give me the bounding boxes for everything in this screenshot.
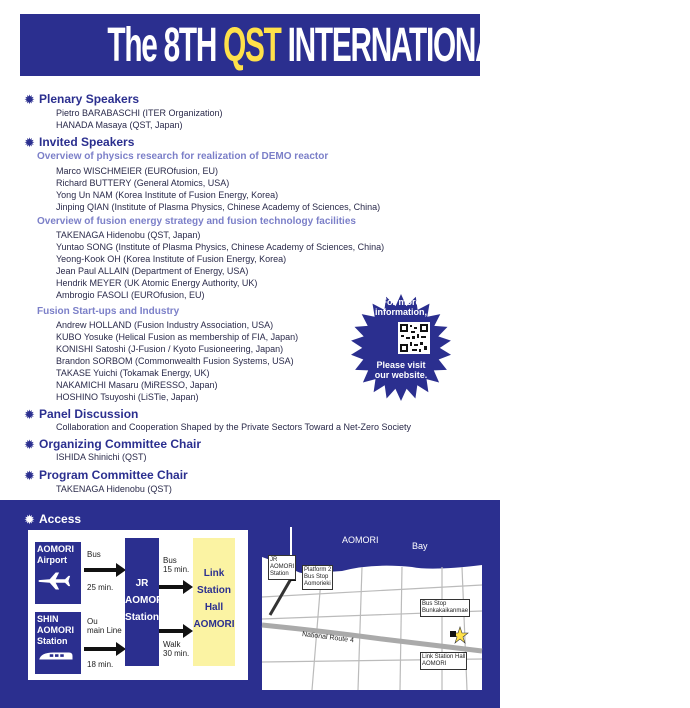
arrow-icon — [84, 563, 126, 577]
star-icon: ✹ — [24, 511, 35, 527]
map-hall-label: Link Station Hall AOMORI — [420, 652, 467, 670]
speaker-line: HOSHINO Tsuyoshi (LiSTie, Japan) — [56, 392, 199, 402]
access-heading: ✹ Access — [24, 511, 82, 527]
symposium-title: The 8TH QST INTERNATIONAL SYMPOSIUM — [107, 19, 690, 72]
map-aomori-label: AOMORI — [342, 535, 379, 545]
subsection-title: Overview of physics research for realization of DEMO reactor — [37, 151, 329, 162]
speaker-line: Yong Un NAM (Korea Institute of Fusion Energy, Korea) — [56, 190, 279, 200]
speaker-line: KUBO Yosuke (Helical Fusion as membership of FIA, Japan) — [56, 332, 299, 342]
map-route-label: National Route 4 — [301, 631, 355, 645]
star-icon: ✹ — [24, 467, 35, 483]
speaker-line: Yuntao SONG (Institute of Plasma Physics, Chinese Academy of Sciences, China) — [56, 242, 385, 252]
panel-text: Collaboration and Cooperation Shaped by the Private Sectors Toward a Net-Zero Society — [56, 422, 412, 432]
star-icon: ✹ — [24, 91, 35, 107]
panel-heading: ✹ Panel Discussion — [24, 406, 139, 422]
airplane-icon — [37, 570, 71, 592]
invited-heading: ✹ Invited Speakers — [24, 134, 135, 150]
subsection-title: Fusion Start-ups and Industry — [37, 306, 180, 317]
ou-line-label: Ou main Line — [87, 617, 122, 635]
badge-text-top: For more information, — [375, 297, 427, 317]
star-icon: ✹ — [24, 436, 35, 452]
speaker-line: Brandon SORBOM (Commonwealth Fusion Systems, USA) — [56, 356, 294, 366]
speaker-line: Ambrogio FASOLI (EUROfusion, EU) — [56, 290, 205, 300]
map-bay-label: Bay — [412, 541, 428, 551]
arrow-icon — [159, 580, 193, 594]
airport-box: AOMORI Airport — [35, 542, 81, 604]
badge-text-bottom: Please visit our website. — [374, 360, 428, 380]
speaker-line: NAKAMICHI Masaru (MiRESSO, Japan) — [56, 380, 218, 390]
speaker-line: TAKASE Yuichi (Tokamak Energy, UK) — [56, 368, 210, 378]
speaker-line: Richard BUTTERY (General Atomics, USA) — [56, 178, 230, 188]
speaker-line: HANADA Masaya (QST, Japan) — [56, 120, 183, 130]
organizing-chair: ISHIDA Shinichi (QST) — [56, 452, 147, 462]
program-heading: ✹ Program Committee Chair — [24, 467, 188, 483]
speaker-line: Marco WISCHMEIER (EUROfusion, EU) — [56, 166, 219, 176]
speaker-line: Andrew HOLLAND (Fusion Industry Association, USA) — [56, 320, 274, 330]
map-busstop-label: Bus Stop Bunkakaikanmae — [420, 599, 470, 617]
speaker-line: Yeong-Kook OH (Korea Institute of Fusion Energy, Korea) — [56, 254, 287, 264]
organizing-heading: ✹ Organizing Committee Chair — [24, 436, 202, 452]
ou-line-time: 18 min. — [87, 660, 114, 669]
plenary-heading: ✹ Plenary Speakers — [24, 91, 140, 107]
bus-time: 25 min. — [87, 583, 114, 592]
speaker-line: Jinping QIAN (Institute of Plasma Physics, Chinese Academy of Sciences, China) — [56, 202, 381, 212]
bus-label: Bus — [87, 550, 101, 559]
subsection-title: Overview of fusion energy strategy and fusion technology facilities — [37, 216, 356, 227]
map-jr-station-label: JR AOMORI Station — [268, 555, 296, 580]
speaker-line: Hendrik MEYER (UK Atomic Energy Authority, UK) — [56, 278, 258, 288]
speaker-line: Pietro BARABASCHI (ITER Organization) — [56, 108, 223, 118]
walk-label: Walk 30 min. — [163, 640, 190, 658]
star-icon: ✹ — [24, 134, 35, 150]
arrow-icon — [159, 624, 193, 638]
arrow-icon — [84, 642, 126, 656]
program-chair: TAKENAGA Hidenobu (QST) — [56, 484, 172, 494]
train-icon — [37, 649, 73, 663]
speaker-line: KONISHI Satoshi (J-Fusion / Kyoto Fusioneering, Japan) — [56, 344, 284, 354]
star-icon: ✹ — [24, 406, 35, 422]
map-platform-label: Platform 2 Bus Stop Aomorieki — [302, 565, 333, 590]
bus-stop-marker-2 — [450, 631, 456, 637]
bus-15-label: Bus 15 min. — [163, 556, 190, 574]
jr-aomori-box: JR AOMORI Station — [125, 538, 159, 666]
header-banner — [20, 14, 690, 76]
speaker-line: Jean Paul ALLAIN (Department of Energy, USA) — [56, 266, 249, 276]
link-station-hall-box: Link Station Hall AOMORI — [193, 538, 235, 666]
access-map — [262, 527, 482, 690]
shin-aomori-box: SHIN AOMORI Station — [35, 612, 81, 674]
qr-code-icon[interactable] — [398, 322, 430, 354]
speaker-line: TAKENAGA Hidenobu (QST, Japan) — [56, 230, 201, 240]
